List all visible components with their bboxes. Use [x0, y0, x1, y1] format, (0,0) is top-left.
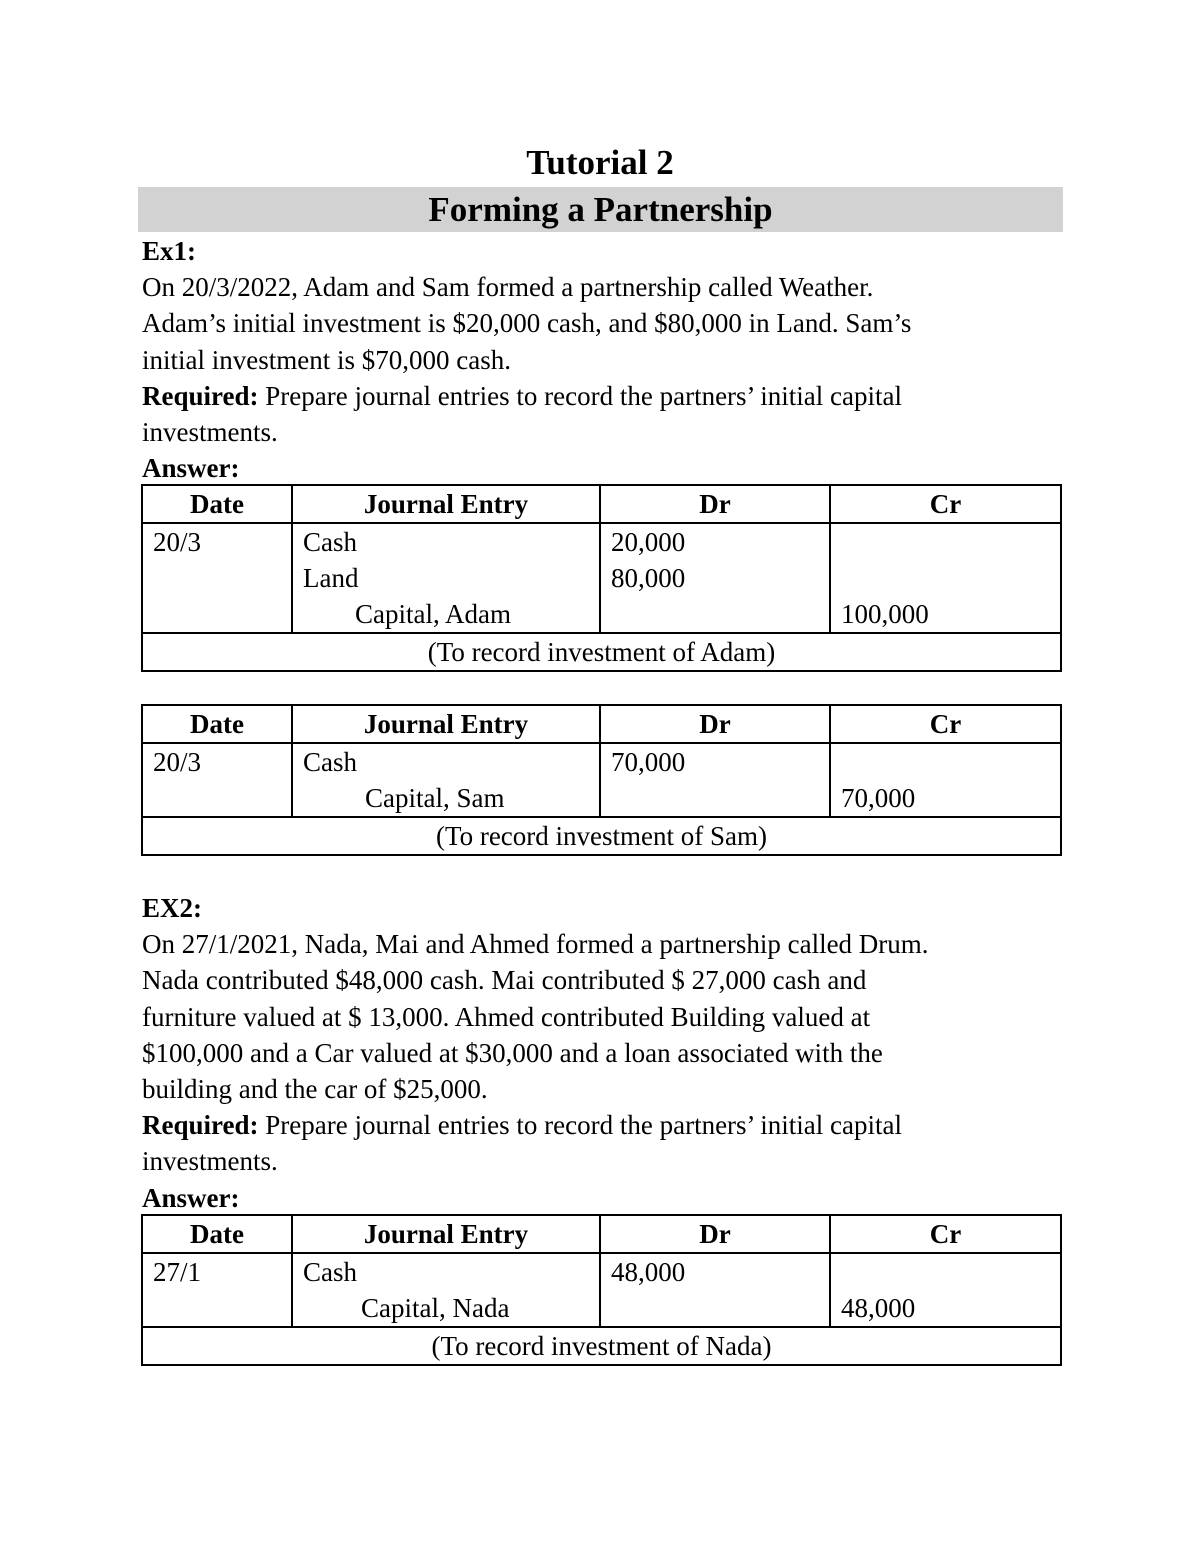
dr-amount: 48,000 — [611, 1257, 686, 1287]
exercise-1-text-line: On 20/3/2022, Adam and Sam formed a partnership called Weather. — [142, 272, 874, 303]
journal-table-sam — [141, 704, 1062, 856]
table-row — [142, 743, 1061, 817]
header-journal-entry: Journal Entry — [292, 705, 600, 743]
required-text-continued: investments. — [142, 417, 278, 448]
entry-account-credit: Capital, Nada — [361, 1293, 510, 1323]
exercise-2-text-line: building and the car of $25,000. — [142, 1074, 488, 1105]
cr-amount — [841, 524, 1050, 560]
cr-amount — [841, 744, 1050, 780]
entry-account: Cash — [303, 1257, 357, 1287]
journal-table-nada — [141, 1214, 1062, 1366]
date-cell — [142, 1253, 292, 1327]
required-label: Required: — [142, 380, 259, 411]
dr-amount: 70,000 — [611, 747, 686, 777]
dr-cell — [600, 743, 830, 817]
memo-row — [142, 633, 1061, 671]
date-cell — [142, 743, 292, 817]
required-text-continued: investments. — [142, 1146, 278, 1177]
table-header-row — [142, 705, 1061, 743]
memo-row — [142, 817, 1061, 855]
table-header-row — [142, 485, 1061, 523]
page-title: Tutorial 2 — [526, 143, 674, 182]
date-cell — [142, 523, 292, 633]
cr-amount: 48,000 — [841, 1293, 916, 1323]
cr-cell — [830, 743, 1061, 817]
required-text: Prepare journal entries to record the partners’ initial capital — [258, 380, 902, 411]
dr-amount: 20,000 — [611, 527, 686, 557]
cr-amount — [841, 560, 1050, 596]
dr-amount — [611, 596, 819, 632]
memo-cell: (To record investment of Sam) — [142, 817, 1061, 855]
entry-account: Cash — [303, 747, 357, 777]
date-value: 20/3 — [153, 527, 202, 557]
cr-amount: 70,000 — [841, 783, 916, 813]
exercise-2-text-line: furniture valued at $ 13,000. Ahmed contributed Building valued at — [142, 1001, 871, 1032]
header-journal-entry: Journal Entry — [292, 1215, 600, 1253]
dr-cell — [600, 1253, 830, 1327]
page-subtitle: Forming a Partnership — [428, 190, 773, 229]
dr-cell — [600, 523, 830, 633]
header-dr: Dr — [600, 1215, 830, 1253]
entry-cell — [292, 523, 600, 633]
memo-cell: (To record investment of Adam) — [142, 633, 1061, 671]
cr-amount — [841, 1254, 1050, 1290]
header-cr: Cr — [830, 705, 1061, 743]
journal-table-adam — [141, 484, 1062, 672]
table-header-row — [142, 1215, 1061, 1253]
table-row — [142, 1253, 1061, 1327]
date-value: 20/3 — [153, 747, 202, 777]
exercise-2-text-line: Nada contributed $48,000 cash. Mai contributed $ 27,000 cash and — [142, 965, 867, 996]
exercise-2-heading: EX2: — [142, 893, 202, 923]
entry-cell — [292, 1253, 600, 1327]
required-text: Prepare journal entries to record the partners’ initial capital — [258, 1110, 902, 1141]
exercise-1 — [142, 233, 1072, 486]
exercise-2-required — [142, 1107, 1072, 1143]
entry-account-credit: Capital, Adam — [355, 599, 511, 629]
cr-cell — [830, 1253, 1061, 1327]
exercise-2 — [142, 890, 1072, 1216]
exercise-1-text-line: Adam’s initial investment is $20,000 cash, and $80,000 in Land. Sam’s — [142, 308, 912, 339]
cr-amount: 100,000 — [841, 599, 929, 629]
dr-amount — [611, 780, 819, 816]
exercise-2-text-line: On 27/1/2021, Nada, Mai and Ahmed formed a partnership called Drum. — [142, 929, 929, 960]
exercise-1-heading: Ex1: — [142, 236, 196, 266]
exercise-1-text-line: initial investment is $70,000 cash. — [142, 344, 511, 375]
table-row — [142, 523, 1061, 633]
header-date: Date — [142, 1215, 292, 1253]
entry-cell — [292, 743, 600, 817]
exercise-1-required — [142, 378, 1072, 414]
memo-row — [142, 1327, 1061, 1365]
header-dr: Dr — [600, 705, 830, 743]
header-date: Date — [142, 705, 292, 743]
answer-label: Answer: — [142, 1182, 240, 1213]
dr-amount: 80,000 — [611, 563, 686, 593]
exercise-2-text-line: $100,000 and a Car valued at $30,000 and a loan associated with the — [142, 1037, 883, 1068]
header-date: Date — [142, 485, 292, 523]
cr-cell — [830, 523, 1061, 633]
entry-account: Cash — [303, 527, 357, 557]
required-label: Required: — [142, 1110, 259, 1141]
header-journal-entry: Journal Entry — [292, 485, 600, 523]
header-cr: Cr — [830, 1215, 1061, 1253]
memo-cell: (To record investment of Nada) — [142, 1327, 1061, 1365]
entry-account-credit: Capital, Sam — [365, 783, 505, 813]
header-cr: Cr — [830, 485, 1061, 523]
header-dr: Dr — [600, 485, 830, 523]
date-value: 27/1 — [153, 1257, 202, 1287]
dr-amount — [611, 1290, 819, 1326]
answer-label: Answer: — [142, 453, 240, 484]
entry-account: Land — [303, 563, 359, 593]
